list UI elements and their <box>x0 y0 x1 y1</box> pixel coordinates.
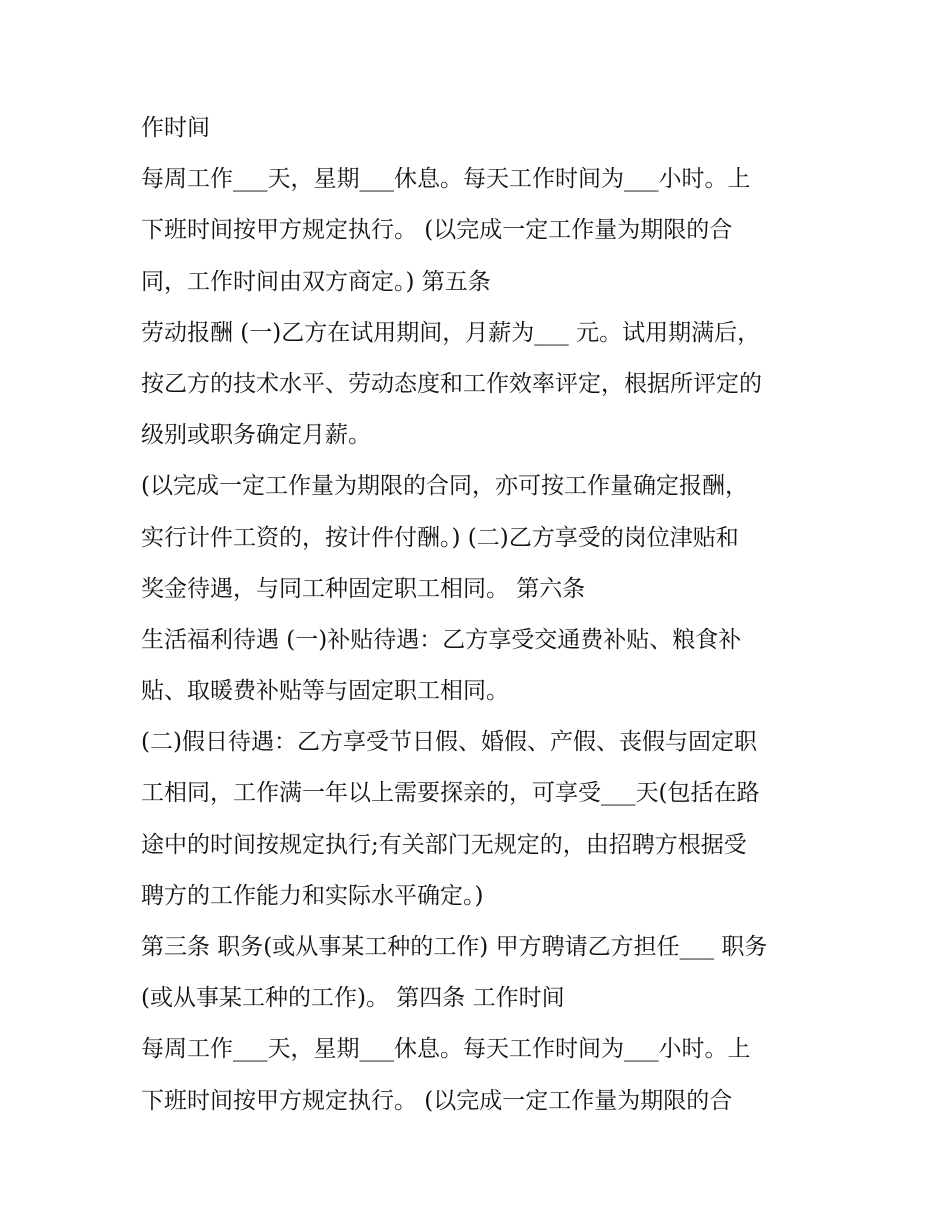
text-line: 实行计件工资的，按计件付酬。) (二)乙方享受的岗位津贴和 <box>141 524 739 551</box>
text-line: 贴、取暖费补贴等与固定职工相同。 <box>141 678 509 705</box>
text-line: 聘方的工作能力和实际水平确定。) <box>141 882 484 909</box>
text-line: 生活福利待遇 (一)补贴待遇：乙方享受交通费补贴、粮食补 <box>141 626 742 653</box>
text-line: 工相同，工作满一年以上需要探亲的，可享受___天(包括在路 <box>141 780 760 807</box>
text-line: 奖金待遇，与同工种固定职工相同。 第六条 <box>141 575 586 602</box>
text-line: 按乙方的技术水平、劳动态度和工作效率评定，根据所评定的 <box>141 370 762 397</box>
text-line: 作时间 <box>141 115 210 141</box>
text-line: 级别或职务确定月薪。 <box>141 422 371 449</box>
document-body <box>141 103 821 1127</box>
text-line: 下班时间按甲方规定执行。 (以完成一定工作量为期限的合 <box>141 217 733 244</box>
text-line: (二)假日待遇：乙方享受节日假、婚假、产假、丧假与固定职 <box>141 729 757 756</box>
text-line: (以完成一定工作量为期限的合同，亦可按工作量确定报酬， <box>141 473 748 500</box>
text-line: (或从事某工种的工作)。 第四条 工作时间 <box>141 985 565 1012</box>
text-line: 劳动报酬 (一)乙方在试用期间，月薪为___ 元。试用期满后， <box>141 319 761 346</box>
text-line: 每周工作___天，星期___休息。每天工作时间为___小时。上 <box>141 166 751 193</box>
text-line: 途中的时间按规定执行;有关部门无规定的，由招聘方根据受 <box>141 831 747 858</box>
text-line: 下班时间按甲方规定执行。 (以完成一定工作量为期限的合 <box>141 1087 733 1114</box>
text-line: 同，工作时间由双方商定。) 第五条 <box>141 268 491 295</box>
text-line: 第三条 职务(或从事某工种的工作) 甲方聘请乙方担任___ 职务 <box>141 934 768 960</box>
text-line: 每周工作___天，星期___休息。每天工作时间为___小时。上 <box>141 1036 751 1063</box>
